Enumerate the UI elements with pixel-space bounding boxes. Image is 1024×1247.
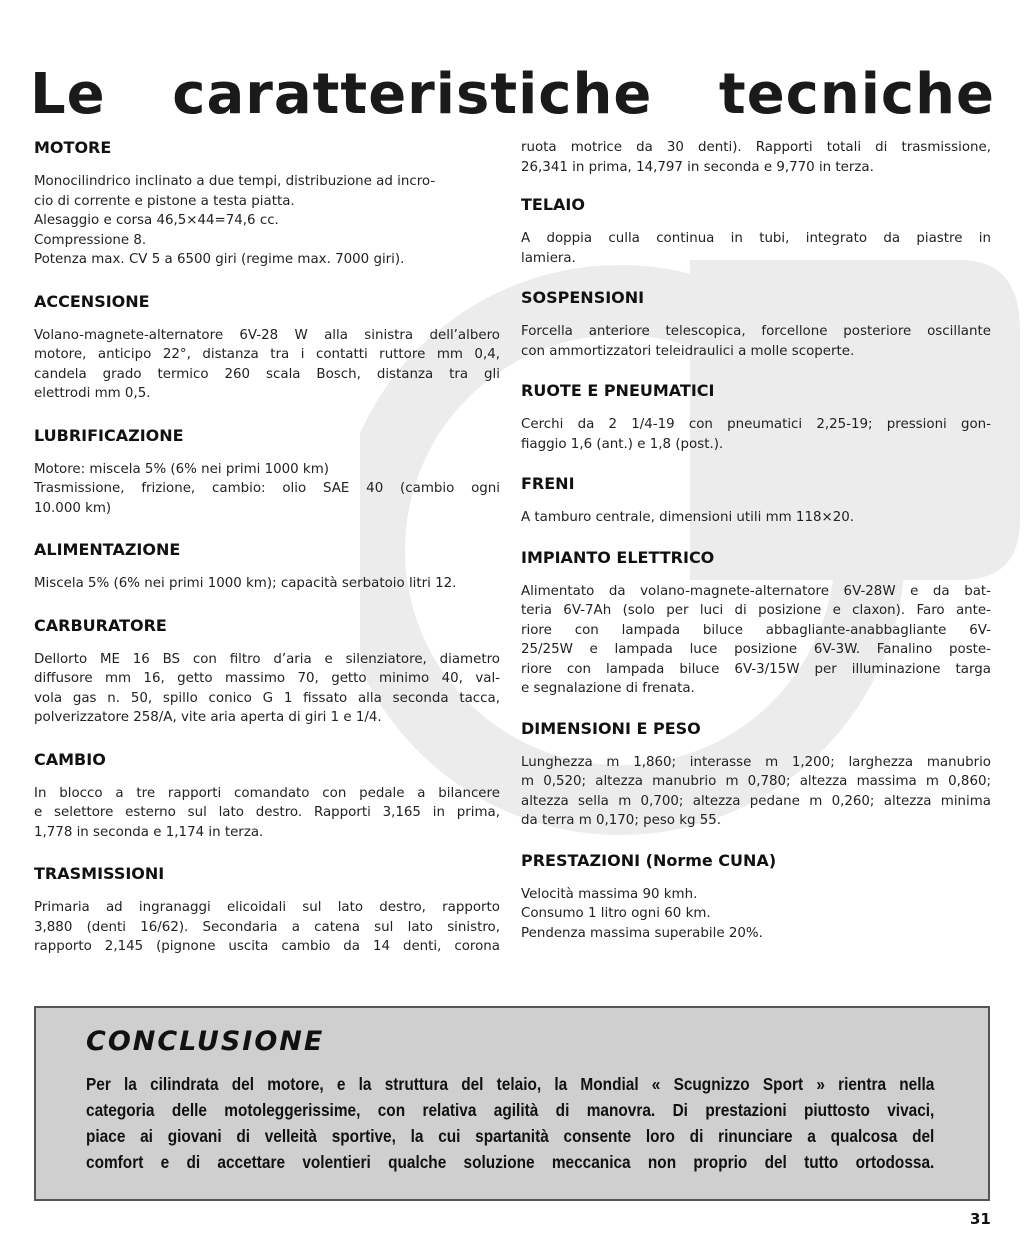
section-heading: LUBRIFICAZIONE <box>34 425 184 445</box>
section-text-line: vola gas n. 50, spillo conico G 1 fissato alla seconda tacca, <box>34 690 500 706</box>
section-text-line: diffusore mm 16, getto massimo 70, getto minimo 40, val- <box>34 671 500 686</box>
right-column <box>521 138 991 943</box>
conclusion-text-line: piace ai giovani di velleità sportive, la cui spartanità consente loro di rinunciare a qualcosa del <box>86 1126 935 1146</box>
section-carburatore <box>34 616 500 728</box>
section-heading: TRASMISSIONI <box>34 864 165 883</box>
section-text-line: Cerchi da 2 1/4-19 con pneumatici 2,25-19; pressioni gon- <box>521 417 991 432</box>
conclusion-text-line: categoria delle motoleggerissime, con relativa agilità di manovra. Di prestazioni piuttosto vivaci, <box>86 1100 935 1120</box>
conclusion-title: CONCLUSIONE <box>86 1026 325 1057</box>
section-text-line: A tamburo centrale, dimensioni utili mm 118×20. <box>521 510 855 525</box>
section-text-line: m 0,520; altezza manubrio m 0,780; altezza massima m 0,860; <box>521 774 991 789</box>
section-text-line: Dellorto ME 16 BS con filtro d’aria e silenziatore, diametro <box>34 651 500 667</box>
section-text-line: Monocilindrico inclinato a due tempi, distribuzione ad incro- <box>34 174 436 189</box>
section-text-line: altezza sella m 0,700; altezza pedane m 0,260; altezza minima <box>521 793 991 809</box>
page-title-word-3: tecniche <box>718 62 995 127</box>
left-column <box>34 138 500 957</box>
section-text-line: cio di corrente e pistone a testa piatta. <box>34 193 295 209</box>
section-heading: DIMENSIONI E PESO <box>521 718 701 738</box>
section-text-line: Compressione 8. <box>34 232 147 248</box>
section-text-line: riore con lampada biluce 6V-3/15W per illuminazione targa <box>521 661 991 677</box>
section-text-line: Pendenza massima superabile 20%. <box>521 925 763 941</box>
page-title <box>30 62 995 128</box>
section-text-line: Consumo 1 litro ogni 60 km. <box>521 906 711 921</box>
section-text-line: e selettore esterno sul lato destro. Rapporti 3,165 in prima, <box>34 805 500 820</box>
section-text-line: teria 6V-7Ah (solo per luci di posizione e claxon). Faro ante- <box>521 603 991 618</box>
section-text-line: Velocità massima 90 kmh. <box>521 886 698 902</box>
section-text-line: A doppia culla continua in tubi, integrato da piastre in <box>521 231 991 246</box>
section-heading: PRESTAZIONI (Norme CUNA) <box>521 850 777 870</box>
section-text-line: Miscela 5% (6% nei primi 1000 km); capacità serbatoio litri 12. <box>34 576 457 591</box>
section-heading: CARBURATORE <box>34 615 167 635</box>
section-heading: FRENI <box>521 474 575 493</box>
section-text-line: Volano-magnete-alternatore 6V-28 W alla sinistra dell’albero <box>34 327 500 343</box>
page-number: 31 <box>970 1210 991 1228</box>
section-heading: SOSPENSIONI <box>521 288 645 307</box>
section-text-line: 26,341 in prima, 14,797 in seconda e 9,770 in terza. <box>521 159 874 175</box>
section-heading: ACCENSIONE <box>34 291 150 311</box>
page-title-word-2: caratteristiche <box>172 62 653 127</box>
section-text-line: e segnalazione di frenata. <box>521 681 695 696</box>
section-lubrificazione <box>34 426 500 519</box>
section-text-line: 1,778 in seconda e 1,174 in terza. <box>34 824 264 840</box>
section-text-line: polverizzatore 258/A, vite aria aperta di giri 1 e 1/4. <box>34 710 382 725</box>
section-text-line: ruota motrice da 30 denti). Rapporti totali di trasmissione, <box>521 140 991 155</box>
section-text-line: Alimentato da volano-magnete-alternatore 6V-28W e da bat- <box>521 583 991 599</box>
section-text-line: Motore: miscela 5% (6% nei primi 1000 km) <box>34 461 329 477</box>
section-impianto-elettrico <box>521 548 991 699</box>
section-heading: ALIMENTAZIONE <box>34 540 181 559</box>
section-telaio <box>521 195 991 268</box>
section-text-line: lamiera. <box>521 250 576 266</box>
section-text-line: In blocco a tre rapporti comandato con pedale a bilancere <box>34 785 500 801</box>
section-dimensioni-e-peso <box>521 719 991 831</box>
section-text-line: con ammortizzatori teleidraulici a molle scoperte. <box>521 343 855 359</box>
section-freni <box>521 474 991 528</box>
section-heading: IMPIANTO ELETTRICO <box>521 547 715 567</box>
section-heading: CAMBIO <box>34 749 106 769</box>
conclusion-text-line: Per la cilindrata del motore, e la struttura del telaio, la Mondial « Scugnizzo Sport » rientra nella <box>86 1074 935 1094</box>
conclusion-box <box>34 1006 990 1201</box>
section-motore <box>34 138 500 270</box>
section-text-line: Lunghezza m 1,860; interasse m 1,200; larghezza manubrio <box>521 754 991 770</box>
section-heading: RUOTE E PNEUMATICI <box>521 381 715 400</box>
section-accensione <box>34 292 500 404</box>
section-trasmissioni-continued <box>521 138 991 177</box>
section-text-line: Trasmissione, frizione, cambio: olio SAE 40 (cambio ogni <box>34 481 500 496</box>
section-text-line: Potenza max. CV 5 a 6500 giri (regime max. 7000 giri). <box>34 252 405 267</box>
section-text-line: da terra m 0,170; peso kg 55. <box>521 813 722 828</box>
section-text-line: 3,880 (denti 16/62). Secondaria a catena sul lato sinistro, <box>34 919 500 935</box>
section-heading: TELAIO <box>521 195 585 214</box>
section-ruote-e-pneumatici <box>521 381 991 454</box>
section-text-line: 10.000 km) <box>34 500 112 516</box>
section-cambio <box>34 750 500 843</box>
section-alimentazione <box>34 540 500 594</box>
page-title-word-1: Le <box>30 62 106 127</box>
section-text-line: riore con lampada biluce abbagliante-anabbagliante 6V- <box>521 622 991 638</box>
section-text-line: motore, anticipo 22°, distanza tra i contatti ruttore mm 0,4, <box>34 347 500 362</box>
section-text-line: candela grado termico 260 scala Bosch, distanza tra gli <box>34 366 500 382</box>
section-prestazioni <box>521 851 991 944</box>
section-trasmissioni <box>34 864 500 957</box>
section-text-line: Alesaggio e corsa 46,5×44=74,6 cc. <box>34 213 279 228</box>
section-text-line: Forcella anteriore telescopica, forcellone posteriore oscillante <box>521 324 991 339</box>
section-text-line: elettrodi mm 0,5. <box>34 386 151 401</box>
section-text-line: rapporto 2,145 (pignone uscita cambio da 14 denti, corona <box>34 939 500 954</box>
section-sospensioni <box>521 288 991 361</box>
section-text-line: 25/25W e lampada luce posizione 6V-3W. Fanalino poste- <box>521 642 991 657</box>
conclusion-text-line: comfort e di accettare volentieri qualche soluzione meccanica non proprio del tutto ortodossa. <box>86 1152 935 1172</box>
section-text-line: Primaria ad ingranaggi elicoidali sul lato destro, rapporto <box>34 900 500 915</box>
section-text-line: fiaggio 1,6 (ant.) e 1,8 (post.). <box>521 436 724 452</box>
section-heading: MOTORE <box>34 138 112 157</box>
